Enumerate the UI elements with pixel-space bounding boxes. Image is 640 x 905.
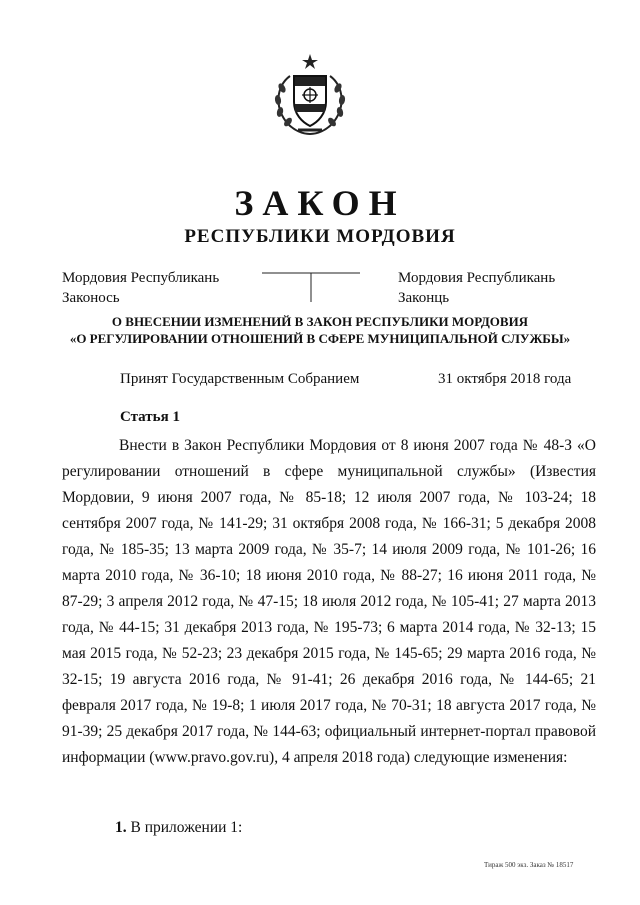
law-heading-line1: О ВНЕСЕНИИ ИЗМЕНЕНИЙ В ЗАКОН РЕСПУБЛИКИ МОРДОВИЯ [111,314,529,329]
coat-of-arms-icon [268,52,352,138]
left-name-line1: Мордовия Республикань [62,270,220,286]
article-title: Статья 1 [120,409,180,425]
law-heading-line2: «О РЕГУЛИРОВАНИИ ОТНОШЕНИЙ В СФЕРЕ МУНИЦИПАЛЬНОЙ СЛУЖБЫ» [69,331,571,346]
article-text: Внести в Закон Республики Мордовия от 8 июня 2007 года № 48-З «О регулировании отношений в сфере муниципальной службы» (Известия Мордовии, 9 июня 2007 года, № 85-18; 12 июля 2007 года, № 103-24; 18 сентября 2007 года, № 141-29; 31 октября 2008 года, № 166-31; 5 декабря 2008 года, № 185-35; 13 марта 2009 года, № 35-7; 14 июля 2009 года, № 101-26; 16 марта 2010 года, № 36-10; 18 июня 2010 года, № 88-27; 16 июня 2011 года, № 87-29; 3 апреля 2012 года, № 47-15; 18 июля 2012 года, № 105-41; 27 марта 2013 года, № 44-15; 31 декабря 2013 года, № 195-73; 6 марта 2014 года, № 32-13; 15 мая 2015 года, № 52-23; 23 декабря 2015 года, № 145-65; 29 марта 2016 года, № 32-15; 19 августа 2016 года, № 91-41; 26 декабря 2016 года, № 144-65; 21 февраля 2017 года, № 19-8; 1 июля 2017 года, № 70-31; 18 августа 2017 года, № 91-39; 25 декабря 2017 года, № 144-63; официальный интернет-портал правовой информации (www.pravo.gov.ru), 4 апреля 2018 года) следующие изменения: [62,437,596,766]
left-name-block [62,268,219,308]
item-text: В приложении 1: [126,819,243,836]
law-heading [40,313,600,347]
item-number: 1. [115,819,127,836]
center-divider [262,272,360,302]
list-item [115,819,242,837]
right-name-line2: Законць [398,290,450,306]
left-name-line2: Законось [62,290,120,306]
document-subtitle: РЕСПУБЛИКИ МОРДОВИЯ [184,226,456,247]
adopted-date: 31 октября 2018 года [438,371,572,387]
document-title: ЗАКОН [234,183,406,223]
adopted-by: Принят Государственным Собранием [120,371,360,387]
right-name-line1: Мордовия Республикань [398,270,556,286]
right-name-block [398,268,555,308]
print-info: Тираж 500 экз. Заказ № 18517 [484,861,574,869]
